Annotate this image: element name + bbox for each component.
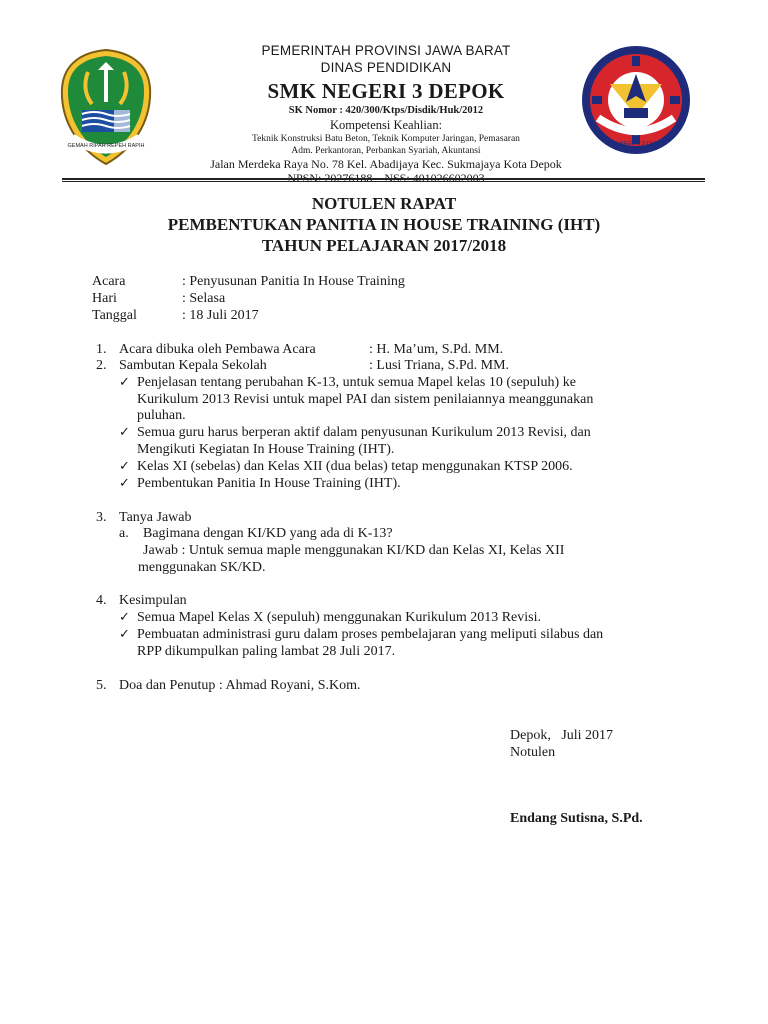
item-1-value: : H. Ma’um, S.Pd. MM. [369,342,504,357]
item-2-value: : Lusi Triana, S.Pd. MM. [369,358,510,373]
left-logo-motto: GEMAH RIPAH REPEH RAPIH [67,143,145,149]
npsn-nss: NPSN: 20276188 NSS: 401026602003 [287,171,485,185]
bullet-4-line-1: Pembentukan Panitia In House Training (IHT). [137,476,401,491]
bullet-1-line-1: Penjelasan tentang perubahan K-13, untuk semua Mapel kelas 10 (sepuluh) ke [137,375,576,390]
item-3-text: Tanya Jawab [119,510,192,525]
school-address: Jalan Merdeka Raya No. 78 Kel. Abadijaya Kec. Sukmajaya Kota Depok [210,157,562,171]
item-5-text: Doa dan Penutup : Ahmad Royani, S.Kom. [119,678,361,693]
info-label-tanggal: Tanggal [92,308,137,323]
letterhead [160,42,612,185]
title-line-3: TAHUN PELAJARAN 2017/2018 [261,236,507,255]
checkmark-icon: ✓ [119,375,130,390]
info-value-hari: : Selasa [182,291,226,306]
bullet-2-line-2: Mengikuti Kegiatan In House Training (IHT). [137,442,395,457]
item-3-number: 3. [96,510,107,525]
right-logo-label: SMK NEGERI 3 DEPOK [606,141,666,147]
government-name: PEMERINTAH PROVINSI JAWA BARAT [261,43,511,58]
letterhead-divider-thick [62,178,705,180]
sk-number: SK Nomor : 420/300/Ktps/Disdik/Huk/2012 [288,105,484,116]
bullet-1-line-2: Kurikulum 2013 Revisi untuk mapel PAI dan sistem penilaiannya meanggunakan [137,392,594,407]
bullet-3-line-1: Kelas XI (sebelas) dan Kelas XII (dua belas) tetap menggunakan KTSP 2006. [137,459,573,474]
item-5-number: 5. [96,678,107,693]
info-label-acara: Acara [92,274,126,289]
item-1-text: Acara dibuka oleh Pembawa Acara [119,342,316,357]
item-2-text: Sambutan Kepala Sekolah [119,358,267,373]
conclusion-2-line-2: RPP dikumpulkan paling lambat 28 Juli 2017. [137,644,396,659]
item-2-number: 2. [96,358,107,373]
info-value-tanggal: : 18 Juli 2017 [182,308,259,323]
conclusion-2-line-1: Pembuatan administrasi guru dalam proses pembelajaran yang meliputi silabus dan [137,627,604,642]
info-label-hari: Hari [92,291,117,306]
signer-name: Endang Sutisna, S.Pd. [510,811,643,826]
item-4-number: 4. [96,593,107,608]
kompetensi-line-1: Teknik Konstruksi Batu Beton, Teknik Komputer Jaringan, Pemasaran [252,134,520,144]
department-name: DINAS PENDIDIKAN [320,60,452,75]
question-text: Bagimana dengan KI/KD yang ada di K-13? [143,526,393,541]
letterhead-divider-thin [62,181,705,182]
bullet-1-line-3: puluhan. [137,408,186,423]
checkmark-icon: ✓ [119,627,130,642]
conclusion-1-line-1: Semua Mapel Kelas X (sepuluh) menggunakan Kurikulum 2013 Revisi. [137,610,541,625]
document-title [60,193,708,256]
item-4-text: Kesimpulan [119,593,187,608]
answer-line-1: Jawab : Untuk semua maple menggunakan KI/KD dan Kelas XI, Kelas XII [143,543,565,558]
kompetensi-line-2: Adm. Perkantoran, Perbankan Syariah, Akuntansi [291,146,481,156]
place-date: Depok, Juli 2017 [510,728,614,743]
info-value-acara: : Penyusunan Panitia In House Training [182,274,405,289]
checkmark-icon: ✓ [119,425,130,440]
title-line-1: NOTULEN RAPAT [311,194,457,213]
bullet-2-line-1: Semua guru harus berperan aktif dalam penyusunan Kurikulum 2013 Revisi, dan [137,425,591,440]
school-name: SMK NEGERI 3 DEPOK [267,79,505,103]
checkmark-icon: ✓ [119,610,130,625]
question-letter: a. [119,526,129,541]
signer-role: Notulen [510,745,556,760]
item-1-number: 1. [96,342,107,357]
checkmark-icon: ✓ [119,476,130,491]
answer-line-2: menggunakan SK/KD. [138,560,266,575]
kompetensi-label: Kompetensi Keahlian: [329,118,443,132]
checkmark-icon: ✓ [119,459,130,474]
title-line-2: PEMBENTUKAN PANITIA IN HOUSE TRAINING (IHT) [167,215,601,234]
